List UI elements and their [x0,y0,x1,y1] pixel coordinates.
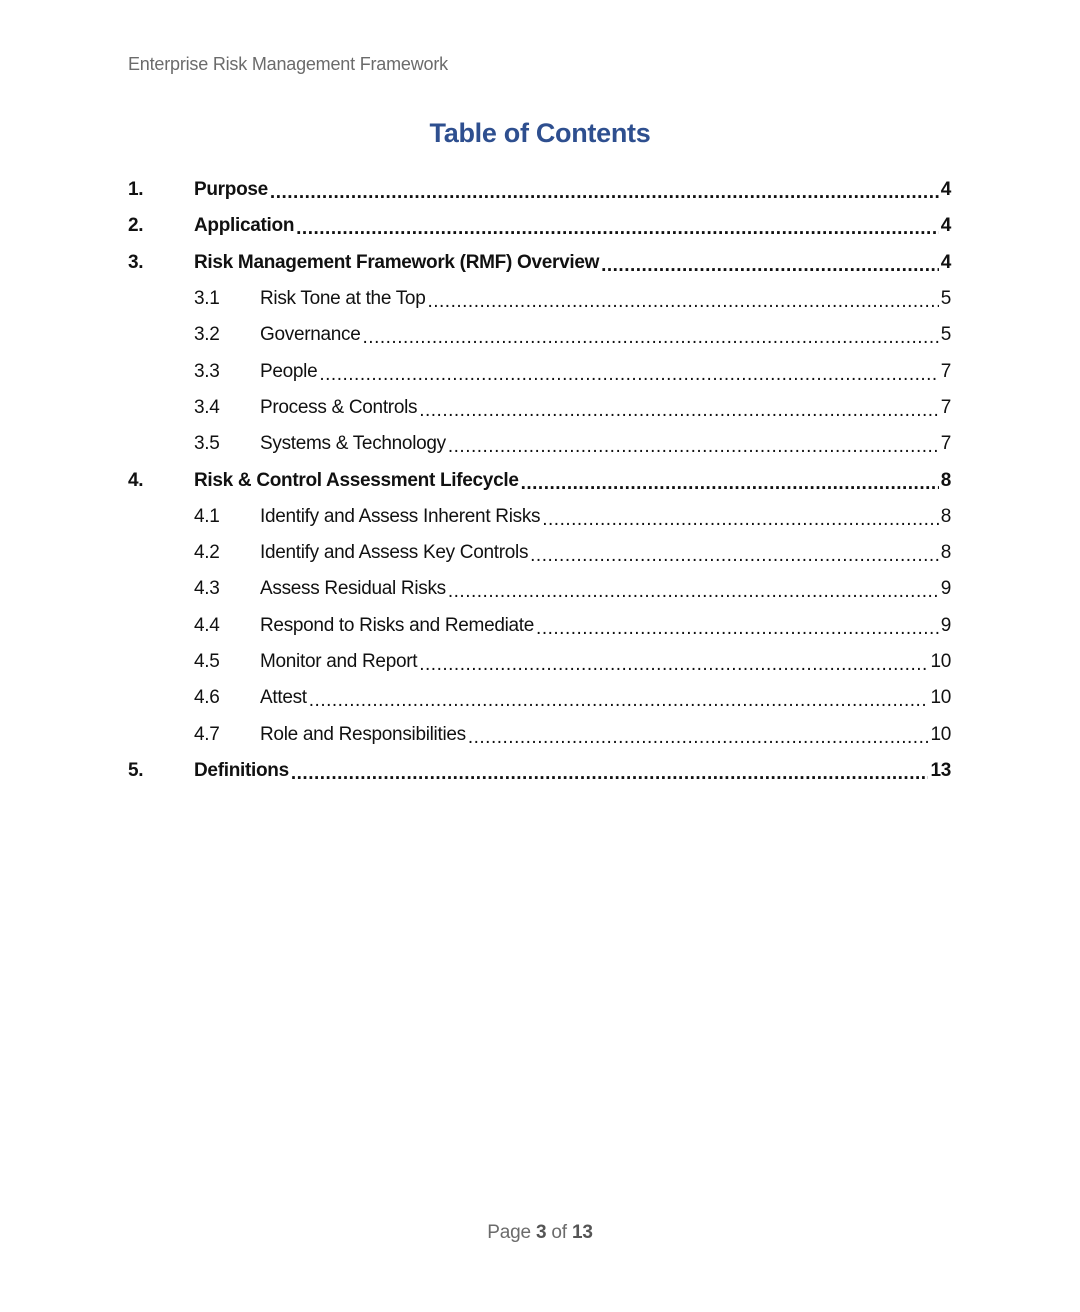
toc-entry-number: 3. [128,251,144,273]
toc-entry[interactable] [128,499,951,535]
toc-entry-page: 7 [940,433,951,455]
toc-dot-leader [291,763,929,785]
toc-dot-leader [536,618,939,640]
toc-entry-page: 7 [940,360,951,382]
toc-entry-number: 2. [128,215,144,237]
toc-entry-page: 9 [940,614,951,636]
toc-entry-title: Process & Controls [260,396,418,418]
toc-entry-number: 4.1 [194,505,220,527]
toc-entry-number: 5. [128,759,144,781]
toc-entry-number: 4.2 [194,542,220,564]
toc-entry[interactable] [128,281,951,317]
toc-entry-title: Risk Tone at the Top [260,288,426,310]
toc-entry-title: People [260,360,318,382]
toc-entry-page: 4 [940,179,951,201]
toc-entry-page: 8 [940,542,951,564]
toc-entry-number: 4.4 [194,614,220,636]
toc-entry-title: Definitions [194,759,289,781]
toc-entry[interactable] [128,644,951,680]
toc-entry[interactable] [128,245,951,281]
toc-entry-page: 4 [940,215,951,237]
toc-entry-page: 10 [930,651,951,672]
toc-entry[interactable] [128,426,951,462]
toc-entry[interactable] [128,353,951,389]
toc-dot-leader [601,255,939,277]
toc-dot-leader [468,727,929,749]
toc-entry-title: Systems & Technology [260,433,446,455]
toc-entry-number: 3.3 [194,360,220,382]
toc-entry-page: 4 [940,251,951,273]
toc-entry[interactable] [128,753,951,789]
toc-entry-title: Governance [260,324,361,346]
toc-dot-leader [419,400,939,422]
toc-entry[interactable] [128,317,951,353]
toc-dot-leader [419,654,928,676]
toc-entry-number: 3.2 [194,324,220,346]
toc-dot-leader [448,436,939,458]
toc-entry-page: 5 [940,288,951,310]
toc-entry-number: 1. [128,179,144,201]
of-label: of [551,1222,567,1243]
total-pages-number: 13 [571,1222,593,1243]
current-page-number: 3 [535,1222,547,1243]
toc-entry-page: 9 [940,578,951,600]
toc-entry-number: 3.5 [194,433,220,455]
page-footer [0,1222,1080,1244]
toc-entry-page: 10 [930,687,951,709]
toc-entry-page: 7 [940,396,951,418]
toc-entry[interactable] [128,571,951,607]
toc-entry[interactable] [128,208,951,244]
toc-entry[interactable] [128,390,951,426]
toc-entry-title: Identify and Assess Key Controls [260,542,529,564]
table-of-contents [128,172,951,789]
toc-entry-title: Respond to Risks and Remediate [260,614,535,636]
toc-dot-leader [309,690,929,712]
toc-title: Table of Contents [429,118,651,148]
toc-dot-leader [363,327,939,349]
toc-entry-title: Application [194,215,295,237]
toc-dot-leader [427,291,938,313]
toc-entry-number: 4. [128,469,144,491]
page-label: Page [487,1222,531,1243]
toc-entry[interactable] [128,680,951,716]
toc-entry[interactable] [128,716,951,752]
toc-entry-page: 8 [940,469,951,491]
toc-entry-number: 3.4 [194,396,220,418]
toc-entry-title: Assess Residual Risks [260,578,446,600]
toc-entry-number: 4.5 [194,651,220,672]
toc-entry-page: 10 [930,723,951,745]
toc-dot-leader [542,509,938,531]
toc-dot-leader [530,545,939,567]
toc-entry-number: 4.3 [194,578,220,600]
toc-entry-number: 3.1 [194,288,220,310]
toc-entry-page: 8 [940,505,951,527]
toc-entry-title: Risk & Control Assessment Lifecycle [194,469,519,491]
toc-dot-leader [521,473,939,495]
toc-entry-number: 4.7 [194,723,220,745]
toc-dot-leader [448,581,939,603]
toc-entry-number: 4.6 [194,687,220,709]
toc-entry-title: Attest [260,687,307,709]
toc-entry-title: Purpose [194,179,268,201]
toc-dot-leader [296,218,939,240]
running-header: Enterprise Risk Management Framework [128,54,448,74]
toc-entry-page: 5 [940,324,951,346]
toc-entry-title: Role and Responsibilities [260,723,466,745]
toc-entry[interactable] [128,608,951,644]
toc-entry-page: 13 [930,759,951,781]
toc-entry-title: Identify and Assess Inherent Risks [260,505,541,527]
toc-dot-leader [319,364,938,386]
toc-entry[interactable] [128,172,951,208]
toc-entry-title: Monitor and Report [260,651,418,672]
toc-entry[interactable] [128,462,951,498]
toc-entry-title: Risk Management Framework (RMF) Overview [194,251,600,273]
toc-entry[interactable] [128,535,951,571]
toc-dot-leader [270,182,939,204]
